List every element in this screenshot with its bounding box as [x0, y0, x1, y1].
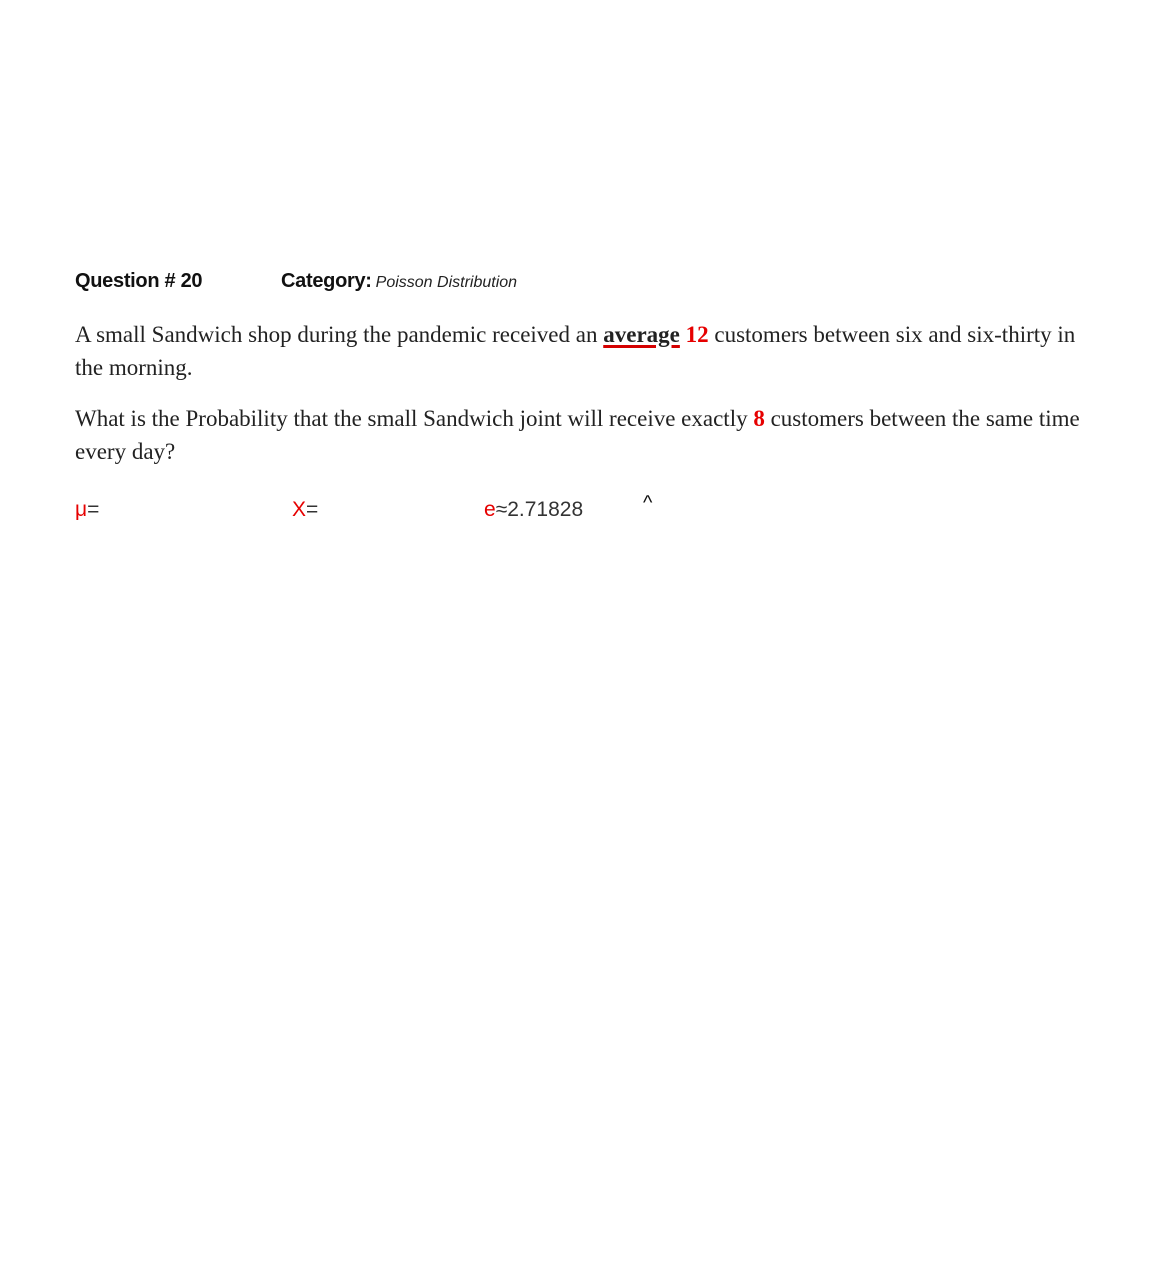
e-symbol: e	[484, 498, 496, 521]
problem-text-1a: A small Sandwich shop during the pandemic received an	[75, 322, 604, 347]
x-variable: X=	[292, 498, 319, 521]
average-value: 12	[685, 322, 709, 347]
problem-text-1b: customers between six and six-thirty in the morning.	[75, 322, 1076, 380]
question-text-a: What is the Probability that the small Sandwich joint will receive exactly	[75, 406, 754, 431]
mu-variable: μ=	[75, 498, 100, 521]
caret-symbol: ^	[643, 492, 653, 514]
e-constant	[484, 498, 583, 522]
question-header	[75, 270, 1075, 300]
problem-statement	[75, 318, 1085, 384]
category	[281, 270, 517, 293]
question-text-b: customers between the same time every day?	[75, 406, 1080, 464]
average-emphasis: average	[603, 322, 680, 347]
mu-symbol: μ	[75, 498, 88, 521]
category-value: Poisson Distribution	[375, 274, 518, 291]
question-number: Question # 20	[75, 270, 203, 292]
variables-row	[75, 492, 775, 528]
problem-question	[75, 402, 1085, 468]
target-value: 8	[753, 406, 765, 431]
category-label: Category:	[281, 270, 372, 292]
x-symbol: X	[292, 498, 307, 521]
e-value: ≈2.71828	[495, 498, 584, 521]
